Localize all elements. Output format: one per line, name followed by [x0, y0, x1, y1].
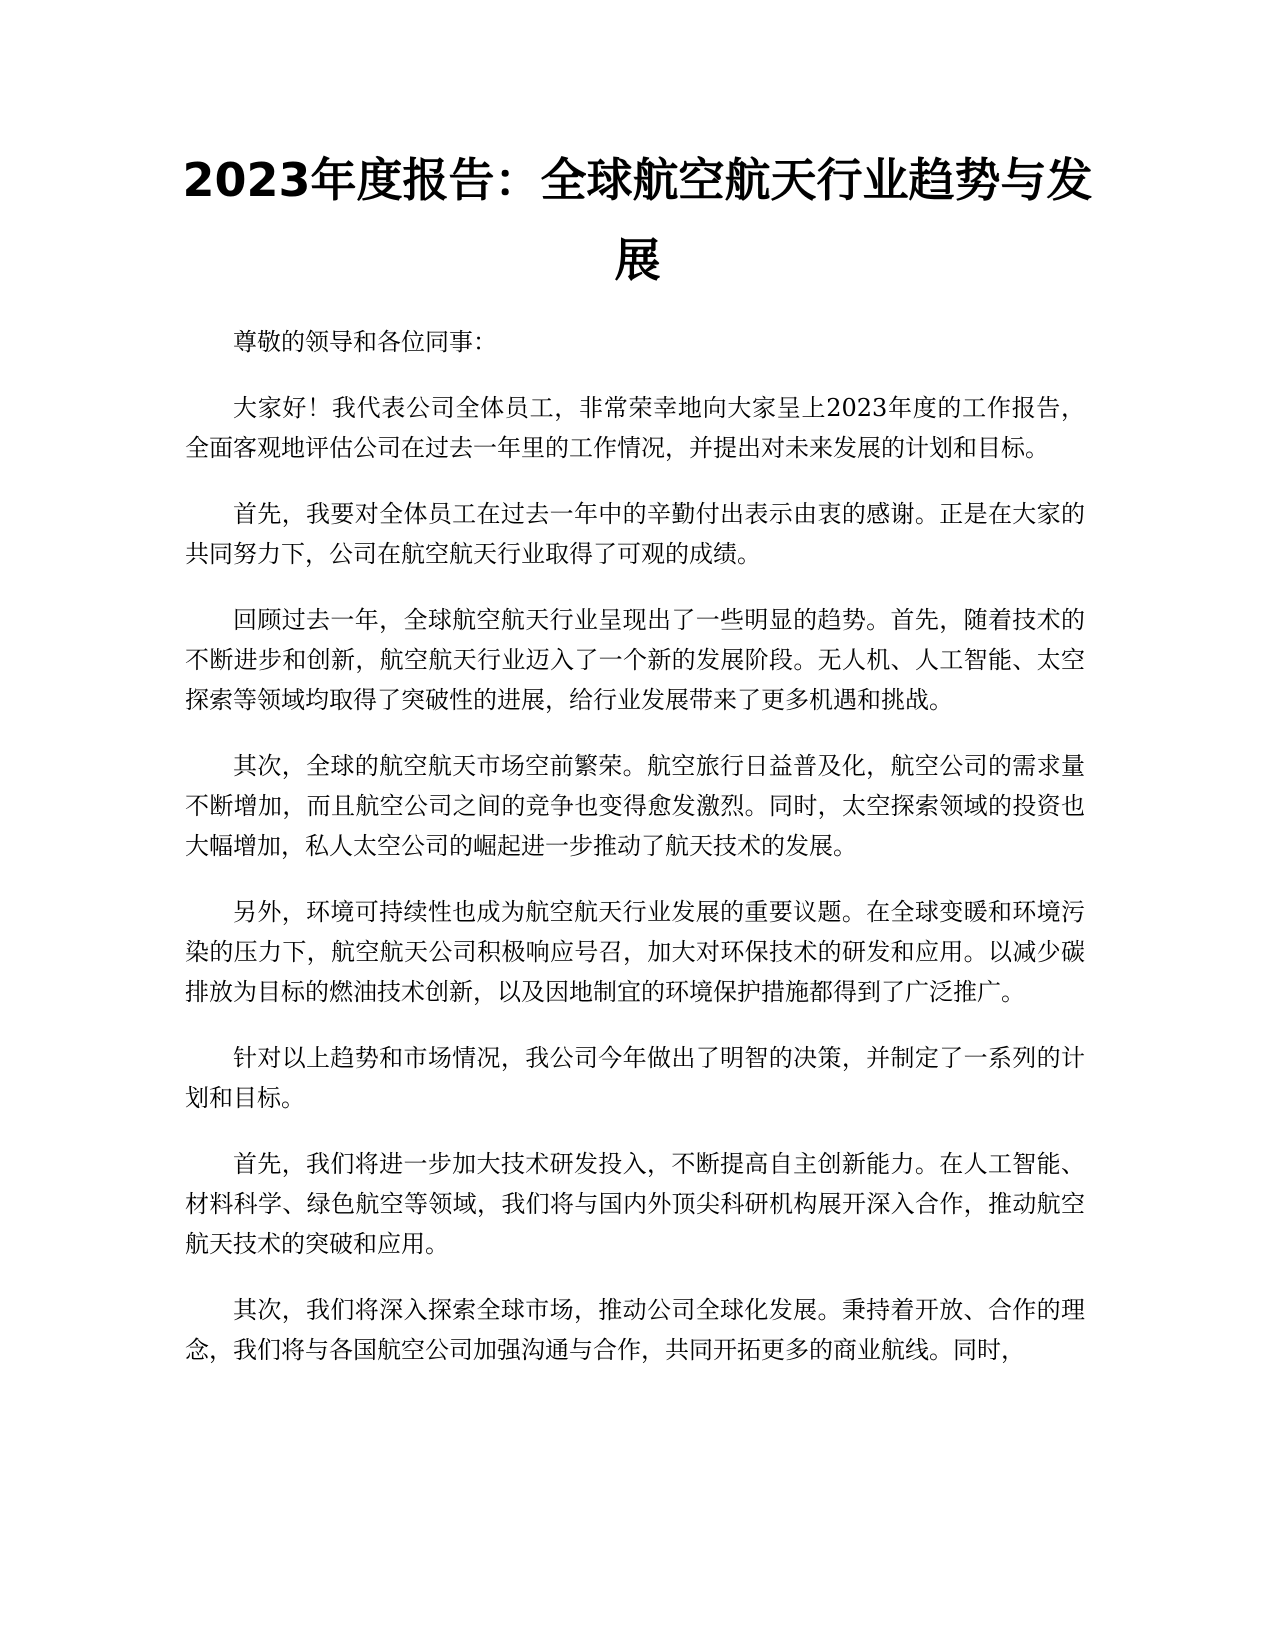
paragraph-greeting: 大家好！我代表公司全体员工，非常荣幸地向大家呈上2023年度的工作报告，全面客观地评估公司在过去一年里的工作情况，并提出对未来发展的计划和目标。	[185, 394, 1085, 462]
paragraph-sustainability: 另外，环境可持续性也成为航空航天行业发展的重要议题。在全球变暖和环境污染的压力下，航空航天公司积极响应号召，加大对环保技术的研发和应用。以减少碳排放为目标的燃油技术创新，以及因地制宜的环境保护措施都得到了广泛推广。	[185, 898, 1085, 1006]
paragraph-market: 其次，全球的航空航天市场空前繁荣。航空旅行日益普及化，航空公司的需求量不断增加，而且航空公司之间的竞争也变得愈发激烈。同时，太空探索领域的投资也大幅增加，私人太空公司的崛起进一步推动了航天技术的发展。	[185, 752, 1085, 860]
paragraph-rnd: 首先，我们将进一步加大技术研发投入，不断提高自主创新能力。在人工智能、材料科学、绿色航空等领域，我们将与国内外顶尖科研机构展开深入合作，推动航空航天技术的突破和应用。	[185, 1150, 1085, 1258]
paragraph-thanks: 首先，我要对全体员工在过去一年中的辛勤付出表示由衷的感谢。正是在大家的共同努力下，公司在航空航天行业取得了可观的成绩。	[185, 500, 1085, 568]
document-title: 2023年度报告：全球航空航天行业趋势与发展	[182, 153, 1093, 287]
paragraph-salutation: 尊敬的领导和各位同事：	[233, 328, 497, 356]
paragraph-plans-intro: 针对以上趋势和市场情况，我公司今年做出了明智的决策，并制定了一系列的计划和目标。	[185, 1044, 1085, 1112]
document-body	[185, 322, 1085, 1396]
paragraph-global: 其次，我们将深入探索全球市场，推动公司全球化发展。秉持着开放、合作的理念，我们将与各国航空公司加强沟通与合作，共同开拓更多的商业航线。同时，	[185, 1296, 1085, 1364]
paragraph-review: 回顾过去一年，全球航空航天行业呈现出了一些明显的趋势。首先，随着技术的不断进步和创新，航空航天行业迈入了一个新的发展阶段。无人机、人工智能、太空探索等领域均取得了突破性的进展，给行业发展带来了更多机遇和挑战。	[185, 606, 1085, 714]
